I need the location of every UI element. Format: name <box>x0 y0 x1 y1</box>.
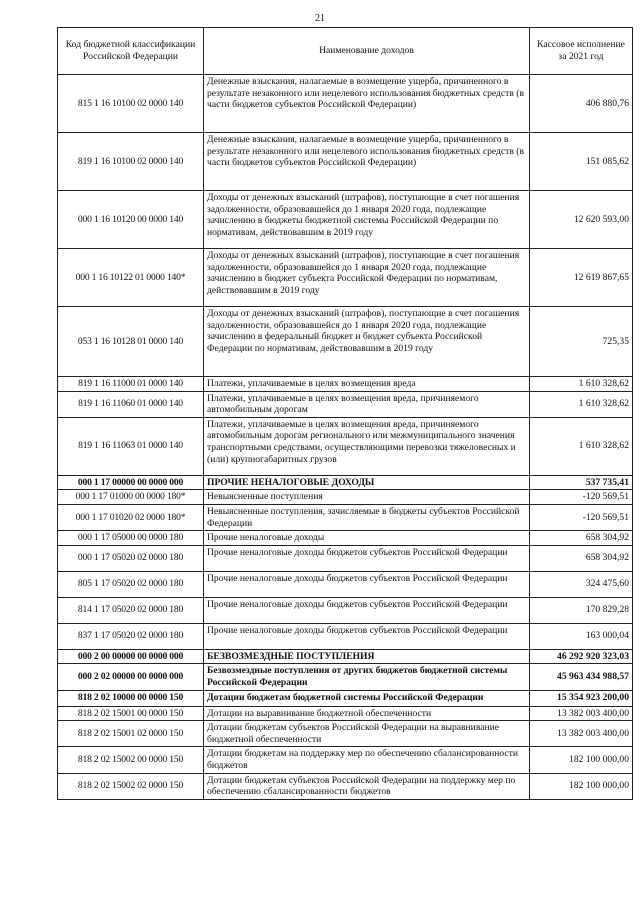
row-name: Денежные взыскания, налагаемые в возмещение ущерба, причиненного в результате незаконного или нецелевого использования бюджетных средств (в части бюджетов субъектов Российской Федерации) <box>204 75 530 133</box>
table-row <box>58 417 633 475</box>
row-code: 000 2 02 00000 00 0000 000 <box>58 664 204 690</box>
row-name: Прочие неналоговые доходы бюджетов субъектов Российской Федерации <box>204 545 530 571</box>
row-code: 000 1 17 05020 02 0000 180 <box>58 545 204 571</box>
row-amount: 163 000,04 <box>530 623 633 649</box>
row-amount: 46 292 920 323,03 <box>530 649 633 664</box>
row-name: ПРОЧИЕ НЕНАЛОГОВЫЕ ДОХОДЫ <box>204 475 530 490</box>
table-row <box>58 649 633 664</box>
row-amount: 182 100 000,00 <box>530 773 633 799</box>
row-amount: 182 100 000,00 <box>530 747 633 773</box>
table-body <box>58 75 633 800</box>
row-name: Прочие неналоговые доходы <box>204 531 530 546</box>
row-code: 819 1 16 11063 01 0000 140 <box>58 417 204 475</box>
row-code: 814 1 17 05020 02 0000 180 <box>58 597 204 623</box>
row-amount: 406 880,76 <box>530 75 633 133</box>
row-name: Дотации бюджетам субъектов Российской Федерации на поддержку мер по обеспечению сбалансированности бюджетов <box>204 773 530 799</box>
revenue-table <box>57 27 633 800</box>
page-number: 21 <box>315 13 325 24</box>
row-name: Дотации на выравнивание бюджетной обеспеченности <box>204 706 530 721</box>
table-header-row <box>58 28 633 75</box>
row-code: 819 1 16 11060 01 0000 140 <box>58 391 204 417</box>
row-code: 000 1 17 00000 00 0000 000 <box>58 475 204 490</box>
row-code: 815 1 16 10100 02 0000 140 <box>58 75 204 133</box>
row-name: Доходы от денежных взысканий (штрафов), поступающие в счет погашения задолженности, образовавшейся до 1 января 2020 года, подлежащие зачислению в федеральный бюджет и бюджет субъекта Российской Федерации по нормативам, действовавшим в 2019 году <box>204 307 530 377</box>
row-code: 000 1 17 01000 00 0000 180* <box>58 490 204 505</box>
row-amount: 1 610 328,62 <box>530 377 633 392</box>
header-amount: Кассовое исполнение за 2021 год <box>530 28 633 75</box>
header-code: Код бюджетной классификации Российской Федерации <box>58 28 204 75</box>
row-code: 819 1 16 10100 02 0000 140 <box>58 133 204 191</box>
table-row <box>58 475 633 490</box>
row-code: 000 1 17 01020 02 0000 180* <box>58 504 204 530</box>
row-code: 837 1 17 05020 02 0000 180 <box>58 623 204 649</box>
row-name: Прочие неналоговые доходы бюджетов субъектов Российской Федерации <box>204 623 530 649</box>
table-row <box>58 377 633 392</box>
row-code: 819 1 16 11000 01 0000 140 <box>58 377 204 392</box>
row-amount: 151 085,62 <box>530 133 633 191</box>
row-name: Дотации бюджетам на поддержку мер по обеспечению сбалансированности бюджетов <box>204 747 530 773</box>
row-amount: 15 354 923 200,00 <box>530 690 633 706</box>
row-amount: -120 569,51 <box>530 490 633 505</box>
row-name: Прочие неналоговые доходы бюджетов субъектов Российской Федерации <box>204 571 530 597</box>
row-name: Дотации бюджетам субъектов Российской Федерации на выравнивание бюджетной обеспеченности <box>204 721 530 747</box>
row-amount: 537 735,41 <box>530 475 633 490</box>
row-amount: 1 610 328,62 <box>530 391 633 417</box>
table-row <box>58 391 633 417</box>
table-row <box>58 721 633 747</box>
table-row <box>58 690 633 706</box>
table-row <box>58 133 633 191</box>
row-code: 000 1 17 05000 00 0000 180 <box>58 531 204 546</box>
row-name: Дотации бюджетам бюджетной системы Российской Федерации <box>204 690 530 706</box>
row-name: БЕЗВОЗМЕЗДНЫЕ ПОСТУПЛЕНИЯ <box>204 649 530 664</box>
table-row <box>58 504 633 530</box>
row-name: Прочие неналоговые доходы бюджетов субъектов Российской Федерации <box>204 597 530 623</box>
table-row <box>58 664 633 690</box>
row-code: 000 1 16 10122 01 0000 140* <box>58 249 204 307</box>
row-code: 805 1 17 05020 02 0000 180 <box>58 571 204 597</box>
table-row <box>58 191 633 249</box>
row-name: Денежные взыскания, налагаемые в возмещение ущерба, причиненного в результате незаконного или нецелевого использования бюджетных средств (в части бюджетов субъектов Российской Федерации) <box>204 133 530 191</box>
row-amount: -120 569,51 <box>530 504 633 530</box>
row-name: Доходы от денежных взысканий (штрафов), поступающие в счет погашения задолженности, образовавшейся до 1 января 2020 года, подлежащие зачислению в бюджеты бюджетной системы Российской Федерации по нормативам, действовавшим в 2019 году <box>204 191 530 249</box>
table-row <box>58 571 633 597</box>
table-row <box>58 531 633 546</box>
table-row <box>58 747 633 773</box>
row-name: Платежи, уплачиваемые в целях возмещения вреда <box>204 377 530 392</box>
row-code: 818 2 02 10000 00 0000 150 <box>58 690 204 706</box>
row-code: 000 1 16 10120 00 0000 140 <box>58 191 204 249</box>
row-code: 053 1 16 10128 01 0000 140 <box>58 307 204 377</box>
table-row <box>58 545 633 571</box>
table-row <box>58 706 633 721</box>
row-code: 000 2 00 00000 00 0000 000 <box>58 649 204 664</box>
row-amount: 725,35 <box>530 307 633 377</box>
row-name: Невыясненные поступления <box>204 490 530 505</box>
row-amount: 45 963 434 988,57 <box>530 664 633 690</box>
row-amount: 1 610 328,62 <box>530 417 633 475</box>
table-row <box>58 249 633 307</box>
row-amount: 658 304,92 <box>530 545 633 571</box>
row-amount: 13 382 003 400,00 <box>530 721 633 747</box>
row-amount: 658 304,92 <box>530 531 633 546</box>
row-code: 818 2 02 15001 02 0000 150 <box>58 721 204 747</box>
row-name: Платежи, уплачиваемые в целях возмещения вреда, причиняемого автомобильным дорогам регионального или межмуниципального значения транспортными средствами, осуществляющими перевозки тяжеловесных и (или) крупногабаритных грузов <box>204 417 530 475</box>
row-name: Платежи, уплачиваемые в целях возмещения вреда, причиняемого автомобильным дорогам <box>204 391 530 417</box>
row-amount: 324 475,60 <box>530 571 633 597</box>
table-row <box>58 490 633 505</box>
row-code: 818 2 02 15002 00 0000 150 <box>58 747 204 773</box>
row-amount: 170 829,28 <box>530 597 633 623</box>
table-row <box>58 623 633 649</box>
row-name: Невыясненные поступления, зачисляемые в бюджеты субъектов Российской Федерации <box>204 504 530 530</box>
row-amount: 13 382 003 400,00 <box>530 706 633 721</box>
row-amount: 12 619 867,65 <box>530 249 633 307</box>
table-row <box>58 597 633 623</box>
table-row <box>58 307 633 377</box>
header-name: Наименование доходов <box>204 28 530 75</box>
table-row <box>58 75 633 133</box>
table-row <box>58 773 633 799</box>
row-name: Безвозмездные поступления от других бюджетов бюджетной системы Российской Федерации <box>204 664 530 690</box>
row-code: 818 2 02 15002 02 0000 150 <box>58 773 204 799</box>
row-name: Доходы от денежных взысканий (штрафов), поступающие в счет погашения задолженности, образовавшейся до 1 января 2020 года, подлежащие зачислению в бюджет субъекта Российской Федерации по нормативам, действовавшим в 2019 году <box>204 249 530 307</box>
row-code: 818 2 02 15001 00 0000 150 <box>58 706 204 721</box>
row-amount: 12 620 593,00 <box>530 191 633 249</box>
